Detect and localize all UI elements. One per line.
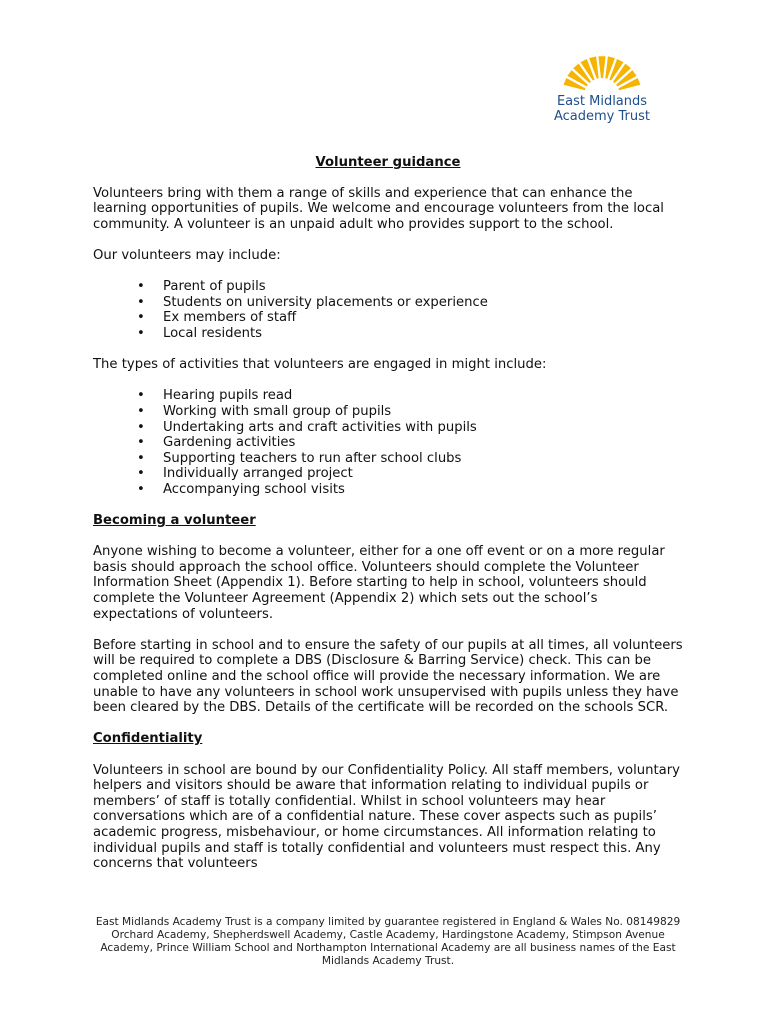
logo-text — [536, 94, 668, 124]
logo-ray — [598, 56, 605, 78]
include-list — [93, 279, 683, 341]
footer-line-1: East Midlands Academy Trust is a company limited by guarantee registered in England & Wales No. 08149829 — [95, 916, 681, 928]
list-item: • Parent of pupils — [163, 279, 683, 295]
becoming-heading: Becoming a volunteer — [93, 513, 256, 529]
list-item: • Supporting teachers to run after school clubs — [163, 451, 683, 467]
confidentiality-heading: Confidentiality — [93, 731, 203, 747]
logo-line-1: East Midlands — [556, 94, 648, 109]
activities-heading: The types of activities that volunteers are engaged in might include: — [93, 357, 547, 373]
list-item: • Accompanying school visits — [163, 482, 683, 498]
footer-line-2: Orchard Academy, Shepherdswell Academy, Castle Academy, Hardingstone Academy, Stimpson Avenue Academy, Prince William School and Northampton International Academy are all business names of the East Midlands Academy Trust. — [100, 929, 676, 967]
document-body — [93, 155, 683, 887]
list-item: • Individually arranged project — [163, 466, 683, 482]
activities-list — [93, 388, 683, 497]
list-item: • Local residents — [163, 326, 683, 342]
list-item: • Students on university placements or experience — [163, 295, 683, 311]
logo-line-2: Academy Trust — [553, 109, 650, 124]
list-item: • Ex members of staff — [163, 310, 683, 326]
list-item: • Undertaking arts and craft activities with pupils — [163, 420, 683, 436]
sunburst-icon — [562, 52, 642, 94]
list-item: • Working with small group of pupils — [163, 404, 683, 420]
becoming-paragraph-2: Before starting in school and to ensure the safety of our pupils at all times, all volunteers will be required to complete a DBS (Disclosure & Barring Service) check. This can be completed online and the school office will provide the necessary information. We are unable to have any volunteers in school work unsupervised with pupils unless they have been cleared by the DBS. Details of the certificate will be recorded on the schools SCR. — [93, 637, 683, 716]
becoming-paragraph-1: Anyone wishing to become a volunteer, either for a one off event or on a more regular basis should approach the school office. Volunteers should complete the Volunteer Information Sheet (Appendix 1). Before starting to help in school, volunteers should complete the Volunteer Agreement (Appendix 2) which sets out the school’s expectations of volunteers. — [93, 544, 665, 622]
page-title: Volunteer guidance — [315, 155, 461, 170]
page-footer — [93, 916, 683, 968]
include-heading: Our volunteers may include: — [93, 247, 281, 263]
list-item: • Hearing pupils read — [163, 388, 683, 404]
trust-logo — [536, 52, 668, 128]
list-item: • Gardening activities — [163, 435, 683, 451]
confidentiality-paragraph: Volunteers in school are bound by our Confidentiality Policy. All staff members, voluntary helpers and visitors should be aware that information relating to individual pupils or members’ of staff is totally confidential. Whilst in school volunteers may hear conversations which are of a confidential nature. These cover aspects such as pupils’ academic progress, misbehaviour, or home circumstances. All information relating to individual pupils and staff is totally confidential and volunteers must respect this. Any concerns that volunteers — [93, 762, 680, 872]
intro-paragraph: Volunteers bring with them a range of skills and experience that can enhance the learning opportunities of pupils. We welcome and encourage volunteers from the local community. A volunteer is an unpaid adult who provides support to the school. — [93, 185, 664, 232]
